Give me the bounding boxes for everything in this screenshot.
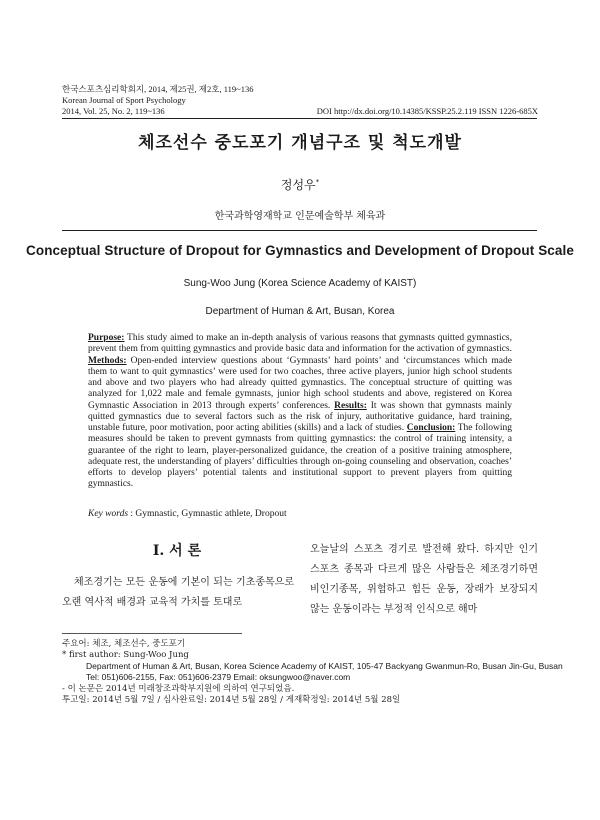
methods-label: Methods: <box>88 355 127 366</box>
korean-author <box>0 176 600 193</box>
doi-issn: DOI http://dx.doi.org/10.14385/KSSP.25.2.119 ISSN 1226-685X <box>316 106 538 116</box>
footnote-funding: - 이 논문은 2014년 미래창조과학부지원에 의하여 연구되었음. <box>62 684 295 694</box>
korean-author-name: 정성우 <box>280 178 316 192</box>
results-text: It was shown that gymnasts mainly quitted gymnastics due to several factors such as the risk of injury, authoritative guidance, hard training, unstable future, poor motivation, poor acting abilities (skills) and a lack of studies. <box>88 400 512 433</box>
footnote-first-author: * first author: Sung-Woo Jung <box>62 650 189 660</box>
english-title: Conceptual Structure of Dropout for Gymnastics and Development of Dropout Scale <box>26 243 574 258</box>
intro-left-column: 체조경기는 모든 운동에 기본이 되는 기초종목으로 오랜 역사적 배경과 교육적 가치를 토대로 <box>62 577 294 608</box>
footnote-keywords-ko: 주요어: 체조, 체조선수, 중도포기 <box>62 639 186 649</box>
footnote-address: Department of Human & Art, Busan, Korea Science Academy of KAIST, 105-47 Backyang Gwanmun-Ro, Busan Jin-Gu, Busan <box>86 661 563 671</box>
conclusion-text: The following measures should be taken to prevent gymnasts from quitting gymnastics: the control of training intensity, a guarantee of the right to learn, player-personalized guidance, the creation of a positive training atmosphere, adequate rest, the understanding of players’ difficulties through on-going counseling and observation, coaches’ efforts to develop players’ potential talents and institutional support to prevent players from quitting gymnastics. <box>88 423 512 490</box>
purpose-label: Purpose: <box>88 333 125 343</box>
journal-korean-line: 한국스포츠심리학회지, 2014, 제25권, 제2호, 119~136 <box>62 84 254 94</box>
footnote-contact: Tel: 051)606-2155, Fax: 051)606-2379 Email: oksungwoo@naver.com <box>86 672 351 682</box>
keywords-label: Key words <box>88 509 129 519</box>
keywords <box>88 509 287 519</box>
results-label: Results: <box>334 400 367 411</box>
volume-line: 2014, Vol. 25, No. 2, 119~136 <box>62 106 165 116</box>
keywords-text: : Gymnastic, Gymnastic athlete, Dropout <box>128 509 287 519</box>
conclusion-label: Conclusion: <box>406 423 456 433</box>
methods-text: Open-ended interview questions about ‘Gymnasts’ hard points’ and ‘circumstances which made them to want to quit gymnastics’ were used for two coaches, three active players, junior high school students and above and two players who had already quitted gymnastics. The conceptual structure of quitting was analyzed for 1,022 male and female gymnasts, junior high school students and above, registered on Korea Gymnastic Association in 2013 through experts’ conferences. <box>88 355 512 411</box>
korean-title: 체조선수 중도포기 개념구조 및 척도개발 <box>138 133 462 153</box>
korean-affiliation: 한국과학영재학교 인문예술학부 체육과 <box>214 211 386 222</box>
title-rule <box>62 230 537 231</box>
abstract <box>88 333 512 491</box>
header-rule <box>62 118 537 119</box>
author-footnote-mark: * <box>315 178 320 186</box>
english-author: Sung-Woo Jung (Korea Science Academy of KAIST) <box>183 278 417 289</box>
journal-english-line: Korean Journal of Sport Psychology <box>62 95 186 105</box>
footnote-rule <box>62 633 242 634</box>
english-affiliation: Department of Human & Art, Busan, Korea <box>205 306 395 317</box>
section-title-introduction: I. 서 론 <box>152 543 202 559</box>
purpose-text: This study aimed to make an in-depth analysis of various reasons that gymnasts quitted gymnastics, prevent them from quitting gymnastics and provide basic data and information for the activation of gymnastics. <box>88 333 512 355</box>
intro-right-column: 오늘날의 스포츠 경기로 발전해 왔다. 하지만 인기 스포츠 종목과 다르게 많은 사람들은 체조경기하면 비인기종목, 위험하고 힘든 운동, 장래가 보장되지 않는 운동이라는 부정적 인식으로 해마 <box>310 544 538 615</box>
footnote-dates: 투고일: 2014년 5월 7일 / 심사완료일: 2014년 5월 28일 / 게재확정일: 2014년 5월 28일 <box>62 695 401 705</box>
